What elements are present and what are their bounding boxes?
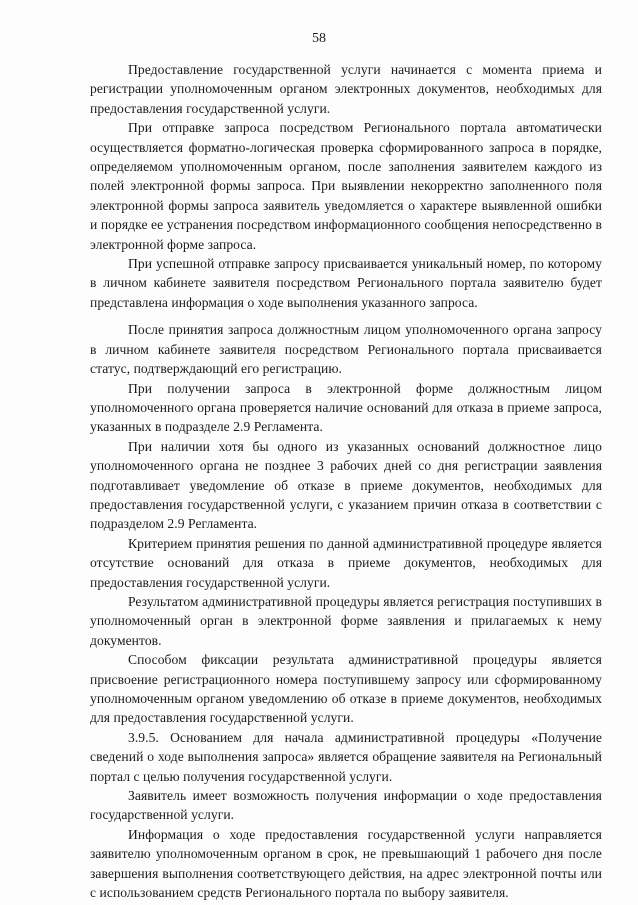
paragraph-unique-number: При успешной отправке запросу присваивается уникальный номер, по которому в личном кабинете заявителя посредством Регионального портала заявителю будет представлена информация о ходе выполнения указанного запроса. <box>90 256 602 310</box>
page-number: 58 <box>312 31 326 46</box>
paragraph-applicant-info: Заявитель имеет возможность получения информации о ходе предоставления государственной услуги. <box>90 788 602 823</box>
paragraph-registration-status: После принятия запроса должностным лицом уполномоченного органа запросу в личном кабинете заявителя посредством Регионального портала присваивается статус, подтверждающий его регистрацию. <box>90 322 602 377</box>
paragraph-service-start: Предоставление государственной услуги начинается с момента приема и регистрации уполномоченным органом электронных документов, необходимых для предоставления государственной услуги. <box>90 62 602 116</box>
paragraph-refusal-notice: При наличии хотя бы одного из указанных оснований должностное лицо уполномоченного органа не позднее 3 рабочих дней со дня регистрации заявления подготавливает уведомление об отказе в приеме документов, необходимых для предоставления государственной услуги, с указанием причин отказа в соответствии с подразделом 2.9 Регламента. <box>90 438 602 532</box>
paragraph-3-9-5: 3.9.5. Основанием для начала административной процедуры «Получение сведений о ходе выполнения запроса» является обращение заявителя на Региональный портал с целью получения государственной услуги. <box>90 729 602 784</box>
document-body <box>90 60 602 902</box>
paragraph-refusal-grounds-check: При получении запроса в электронной форме должностным лицом уполномоченного органа проверяется наличие оснований для отказа в приеме запроса, указанных в подразделе 2.9 Регламента. <box>90 380 602 435</box>
paragraph-procedure-result: Результатом административной процедуры является регистрация поступивших в уполномоченный орган в электронной форме заявления и прилагаемых к нему документов. <box>90 593 602 648</box>
paragraph-format-check: При отправке запроса посредством Регионального портала автоматически осуществляется форматно-логическая проверка сформированного запроса в порядке, определяемом уполномоченным органом, после заполнения заявителем каждого из полей электронной формы запроса. При выявлении некорректно заполненного поля электронной формы запроса заявитель уведомляется о характере выявленной ошибки и порядке ее устранения посредством информационного сообщения непосредственно в электронной форме запроса. <box>90 120 602 252</box>
paragraph-result-recording: Способом фиксации результата административной процедуры является присвоение регистрационного номера поступившему запросу или сформированному уполномоченным органом уведомлению об отказе в приеме документов, необходимых для предоставления государственной услуги. <box>90 652 602 726</box>
paragraph-decision-criterion: Критерием принятия решения по данной административной процедуре является отсутствие оснований для отказа в приеме документов, необходимых для предоставления государственной услуги. <box>90 535 602 590</box>
paragraph-info-delivery: Информация о ходе предоставления государственной услуги направляется заявителю уполномоченным органом в срок, не превышающий 1 рабочего дня после завершения выполнения соответствующего действия, на адрес электронной почты или с использованием средств Регионального портала по выбору заявителя. <box>90 826 602 901</box>
